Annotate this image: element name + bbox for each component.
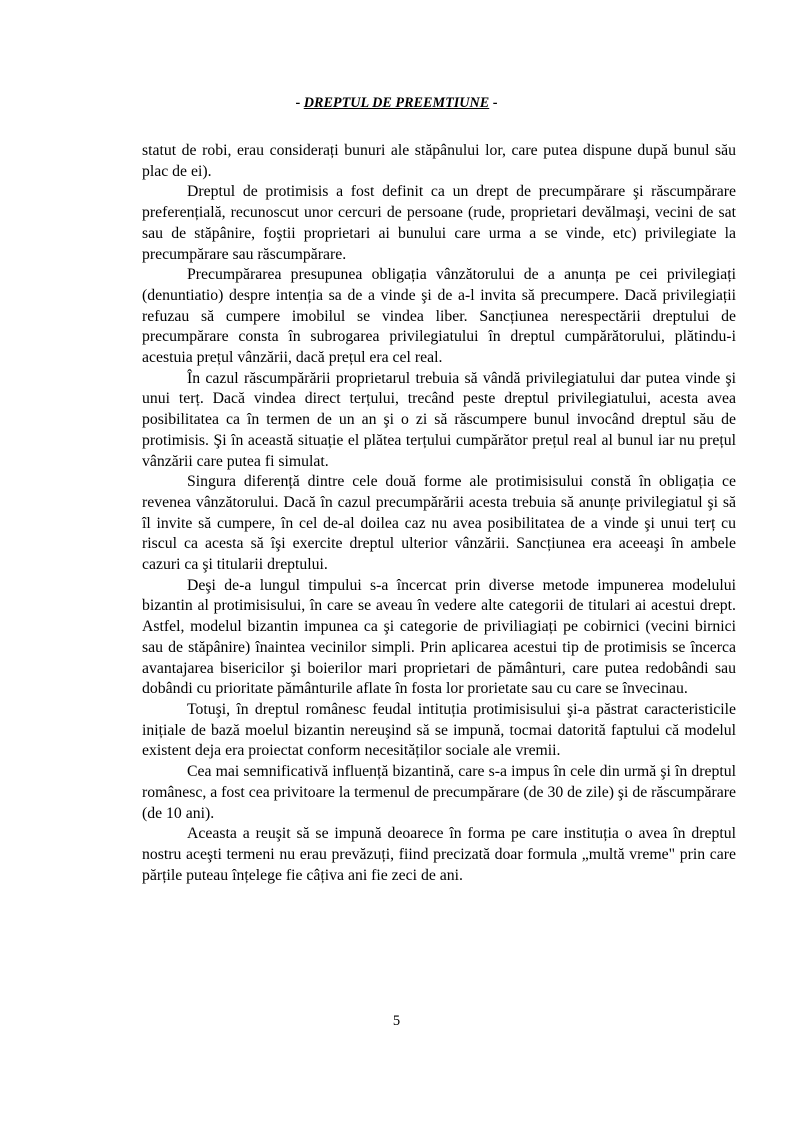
paragraph: Singura diferență dintre cele două forme ale protimisisului constă în obligația ce revenea vânzătorului. Dacă în cazul precumpărării acesta trebuia să anunțe privilegiatul şi să îl invite să cumpere, în cel de-al doilea caz nu avea posibilitatea de a vinde şi unui terț cu riscul ca acesta să îşi exercite dreptul ulterior vânzării. Sancțiunea era aceeaşi în ambele cazuri ca şi titularii dreptului. (142, 473, 736, 574)
body-text (142, 141, 736, 886)
paragraph: Aceasta a reuşit să se impună deoarece în forma pe care instituția o avea în dreptul nostru aceşti termeni nu erau prevăzuți, fiind precizată doar formula „multă vreme" prin care părțile puteau înțelege fie câțiva ani fie zeci de ani. (142, 825, 736, 884)
paragraph: Precumpărarea presupunea obligația vânzătorului de a anunța pe cei privilegiați (denuntiatio) despre intenția sa de a vinde şi de a-l invita să precumpere. Dacă privilegiații refuzau să cumpere imobilul se vindea liber. Sancțiunea nerespectării dreptului de precumpărare consta în subrogarea privilegiatului în dreptul cumpărătorului, plătindu-i acestuia prețul vânzării, dacă prețul era cel real. (142, 266, 736, 367)
paragraph: Dreptul de protimisis a fost definit ca un drept de precumpărare şi răscumpărare preferențială, recunoscut unor cercuri de persoane (rude, proprietari devălmaşi, vecini de sat sau de stăpânire, foştii proprietari ai bunului care urma a se vinde, etc) privilegiate la precumpărare sau răscumpărare. (142, 183, 736, 263)
paragraph: Deşi de-a lungul timpului s-a încercat prin diverse metode impunerea modelului bizantin al protimisisului, în care se aveau în vedere alte categorii de titulari ai acestui drept. Astfel, modelul bizantin impunea ca şi categorie de priviliagiați pe cobirnici (vecini birnici sau de stăpânire) înaintea vecinilor simpli. Prin aplicarea acestui tip de protimisis se încerca avantajarea bisericilor şi boierilor mari proprietari de pământuri, care putea redobândi sau dobândi cu prioritate pământurile aflate în fosta lor prorietate sau cu care se învecinau. (142, 576, 736, 698)
paragraph: Cea mai semnificativă influență bizantină, care s-a impus în cele din urmă şi în dreptul românesc, a fost cea privitoare la termenul de precumpărare (de 30 de zile) şi de răscumpărare (de 10 ani). (142, 763, 736, 822)
header-suffix: - (489, 95, 498, 111)
page-header (0, 94, 793, 112)
header-prefix: - (295, 95, 304, 111)
paragraph: În cazul răscumpărării proprietarul trebuia să vândă privilegiatului dar putea vinde şi unui terț. Dacă vindea direct terțului, trecând peste dreptul privilegiatului, acesta avea posibilitatea ca în termen de un an şi o zi să răscumpere bunul invocând dreptul său de protimisis. Şi în această situație el plătea terțului cumpărător prețul real al bunul iar nu prețul vânzării care putea fi simulat. (142, 369, 736, 470)
page-number: 5 (392, 1013, 401, 1029)
paragraph: Totuşi, în dreptul românesc feudal intituția protimisisului şi-a păstrat caracteristicile inițiale de bază moelul bizantin nereuşind să se impună, tocmai datorită faptului că modelul existent deja era proiectat conform necesităților sociale ale vremii. (142, 700, 736, 760)
paragraph-continuation: statut de robi, erau considerați bunuri ale stăpânului lor, care putea dispune după bunul său plac de ei). (142, 142, 736, 180)
header-title: DREPTUL DE PREEMTIUNE (303, 95, 490, 111)
